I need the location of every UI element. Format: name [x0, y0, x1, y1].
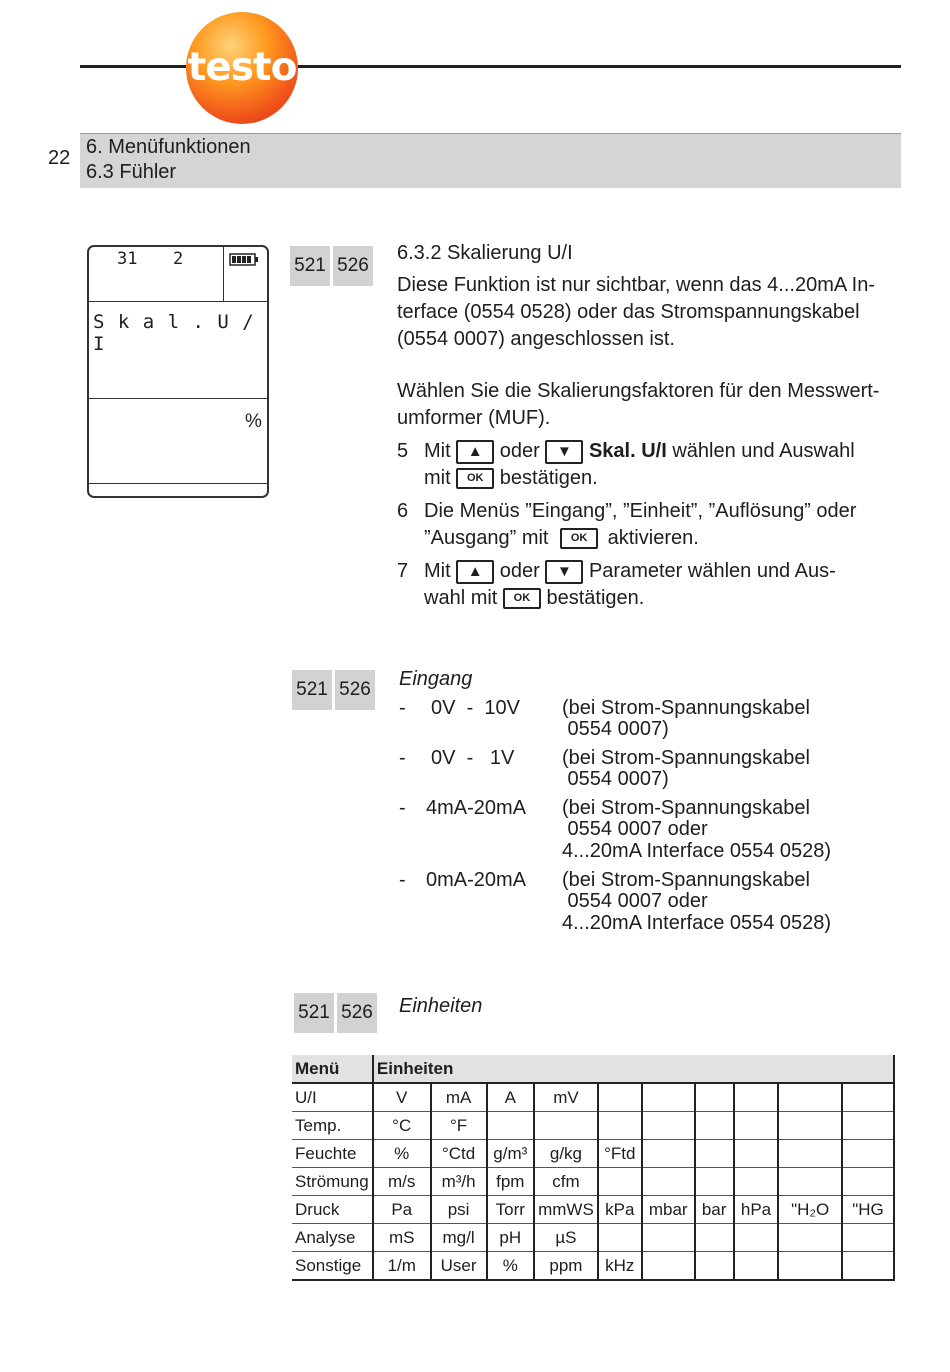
table-cell: 1/m [373, 1252, 431, 1281]
step-7-rest: Parameter wählen und Aus- [588, 560, 836, 582]
table-cell: mg/l [431, 1224, 487, 1252]
step-6-number: 6 [397, 500, 409, 522]
table-cell: kHz [598, 1252, 642, 1281]
step-5-line-1 [424, 438, 855, 465]
table-row [292, 1168, 894, 1196]
eingang-desc-2a: (bei Strom-Spannungskabel [562, 747, 810, 769]
eingang-dash-1: - [399, 697, 406, 719]
page-number: 22 [48, 147, 71, 169]
table-cell [734, 1140, 779, 1168]
eingang-desc-4c: 4...20mA Interface 0554 0528) [562, 912, 832, 934]
table-cell [842, 1112, 894, 1140]
table-cell [734, 1224, 779, 1252]
eingang-desc-3c: 4...20mA Interface 0554 0528) [562, 840, 832, 862]
table-cell [778, 1224, 842, 1252]
step-7-end: bestätigen. [546, 587, 645, 609]
table-cell [842, 1224, 894, 1252]
table-cell: User [431, 1252, 487, 1281]
code-521: 521 [290, 246, 330, 286]
table-cell [778, 1168, 842, 1196]
step-5-mit2: mit [424, 467, 451, 489]
table-cell: m/s [373, 1168, 431, 1196]
ok-key: OK [560, 528, 598, 549]
header-menu: Menü [292, 1055, 373, 1083]
table-cell [642, 1252, 695, 1281]
table-cell: mbar [642, 1196, 695, 1224]
table-cell [734, 1083, 779, 1112]
table-cell [842, 1083, 894, 1112]
up-arrow-icon: ▲ [467, 562, 483, 580]
table-cell: % [373, 1140, 431, 1168]
table-cell-menu: Temp. [292, 1112, 373, 1140]
code-521: 521 [294, 993, 334, 1033]
eingang-desc-4b: 0554 0007 oder [562, 890, 708, 912]
eingang-dash-4: - [399, 869, 406, 891]
eingang-title: Eingang [399, 668, 473, 690]
display-divider [223, 247, 224, 301]
einheiten-title: Einheiten [399, 995, 483, 1017]
eingang-dash-3: - [399, 797, 406, 819]
table-cell: °Ctd [431, 1140, 487, 1168]
step-5-end: bestätigen. [499, 467, 598, 489]
intro-line-3: (0554 0007) angeschlossen ist. [397, 328, 675, 350]
table-header-row [292, 1055, 894, 1083]
header-rule-right [298, 65, 901, 68]
table-cell: m³/h [431, 1168, 487, 1196]
table-cell-menu: U/I [292, 1083, 373, 1112]
table-row [292, 1083, 894, 1112]
table-cell-menu: Druck [292, 1196, 373, 1224]
step-5-rest: wählen und Auswahl [672, 440, 855, 462]
table-cell: mmWS [534, 1196, 598, 1224]
table-cell [695, 1112, 734, 1140]
logo-text: testo [187, 45, 297, 90]
step-6-ausgang: ”Ausgang” mit [424, 527, 549, 549]
table-cell: mS [373, 1224, 431, 1252]
table-cell [695, 1168, 734, 1196]
step-5-line-2 [424, 465, 598, 492]
table-cell: fpm [487, 1168, 534, 1196]
ok-key: OK [503, 588, 541, 609]
table-cell [642, 1112, 695, 1140]
table-row [292, 1140, 894, 1168]
step-7-number: 7 [397, 560, 409, 582]
table-cell [695, 1083, 734, 1112]
table-cell: A [487, 1083, 534, 1112]
table-cell: µS [534, 1224, 598, 1252]
display-main-text: S k a l . U / I [93, 311, 255, 355]
table-cell [842, 1252, 894, 1281]
step-5-bold: Skal. U/I [588, 440, 667, 462]
display-line-1 [89, 301, 267, 302]
table-cell: ppm [534, 1252, 598, 1281]
section-title: 6.3 Fühler [86, 161, 177, 183]
units-table [292, 1055, 895, 1281]
table-cell-menu: Strömung [292, 1168, 373, 1196]
table-cell: psi [431, 1196, 487, 1224]
step-6-end: aktivieren. [607, 527, 699, 549]
eingang-desc-3a: (bei Strom-Spannungskabel [562, 797, 810, 819]
table-cell: hPa [734, 1196, 779, 1224]
step-7-oder: oder [499, 560, 540, 582]
display-unit: % [245, 411, 262, 432]
table-cell [642, 1083, 695, 1112]
eingang-range-4: 0mA-20mA [426, 869, 527, 891]
table-cell [695, 1224, 734, 1252]
code-526: 526 [335, 670, 375, 710]
table-cell: g/m³ [487, 1140, 534, 1168]
display-line-2 [89, 398, 267, 399]
header-rule-left [80, 65, 186, 68]
ok-key: OK [456, 468, 494, 489]
code-521: 521 [292, 670, 332, 710]
table-cell-menu: Analyse [292, 1224, 373, 1252]
table-cell [842, 1168, 894, 1196]
eingang-desc-1b: 0554 0007) [562, 718, 669, 740]
down-arrow-icon: ▼ [556, 442, 572, 460]
table-row [292, 1112, 894, 1140]
display-line-3 [89, 483, 267, 484]
table-cell: °C [373, 1112, 431, 1140]
table-cell: g/kg [534, 1140, 598, 1168]
display-top-mid: 2 [173, 249, 184, 269]
table-cell [842, 1140, 894, 1168]
step-6-line-1: Die Menüs ”Eingang”, ”Einheit”, ”Auflösung” oder [424, 500, 857, 522]
table-cell: mA [431, 1083, 487, 1112]
section-heading: 6.3.2 Skalierung U/I [397, 242, 573, 264]
step-7-line-1 [424, 558, 836, 585]
table-cell [487, 1112, 534, 1140]
eingang-range-1: 0V - 10V [431, 697, 520, 719]
chapter-title: 6. Menüfunktionen [86, 136, 251, 158]
table-cell [778, 1112, 842, 1140]
eingang-desc-4a: (bei Strom-Spannungskabel [562, 869, 810, 891]
eingang-dash-2: - [399, 747, 406, 769]
table-cell: % [487, 1252, 534, 1281]
table-cell [778, 1252, 842, 1281]
table-cell: bar [695, 1196, 734, 1224]
eingang-range-3: 4mA-20mA [426, 797, 527, 819]
device-display [87, 245, 269, 498]
code-526: 526 [333, 246, 373, 286]
step-5-mit: Mit [424, 440, 451, 462]
battery-icon [229, 253, 259, 266]
eingang-range-2: 0V - 1V [431, 747, 515, 769]
table-cell [598, 1112, 642, 1140]
up-arrow-key [456, 560, 494, 584]
eingang-desc-1a: (bei Strom-Spannungskabel [562, 697, 810, 719]
step-6-line-2 [424, 525, 699, 552]
table-cell: Torr [487, 1196, 534, 1224]
table-cell: Pa [373, 1196, 431, 1224]
table-cell [598, 1083, 642, 1112]
table-cell: kPa [598, 1196, 642, 1224]
step-7-line-2 [424, 585, 644, 612]
table-cell: "H₂O [778, 1196, 842, 1224]
table-row [292, 1196, 894, 1224]
table-row [292, 1224, 894, 1252]
table-cell-menu: Sonstige [292, 1252, 373, 1281]
down-arrow-icon: ▼ [556, 562, 572, 580]
up-arrow-key [456, 440, 494, 464]
table-cell [642, 1168, 695, 1196]
eingang-desc-3b: 0554 0007 oder [562, 818, 708, 840]
down-arrow-key [545, 440, 583, 464]
table-cell: cfm [534, 1168, 598, 1196]
up-arrow-icon: ▲ [467, 442, 483, 460]
table-cell [695, 1140, 734, 1168]
table-cell: °Ftd [598, 1140, 642, 1168]
step-5-oder: oder [499, 440, 540, 462]
testo-logo [186, 12, 298, 124]
para2-line-1: Wählen Sie die Skalierungsfaktoren für den Messwert- [397, 380, 880, 402]
table-cell [598, 1168, 642, 1196]
table-cell [778, 1140, 842, 1168]
table-row [292, 1252, 894, 1281]
table-cell [642, 1140, 695, 1168]
code-526: 526 [337, 993, 377, 1033]
table-cell [778, 1083, 842, 1112]
table-cell: V [373, 1083, 431, 1112]
intro-line-2: terface (0554 0528) oder das Stromspannungskabel [397, 301, 860, 323]
eingang-desc-2b: 0554 0007) [562, 768, 669, 790]
table-cell: "HG [842, 1196, 894, 1224]
step-7-mit: Mit [424, 560, 451, 582]
table-cell [734, 1112, 779, 1140]
header-einheiten: Einheiten [373, 1055, 894, 1083]
chapter-bar [80, 133, 901, 188]
table-cell [734, 1168, 779, 1196]
table-cell: pH [487, 1224, 534, 1252]
table-cell [695, 1252, 734, 1281]
table-cell [534, 1112, 598, 1140]
intro-line-1: Diese Funktion ist nur sichtbar, wenn das 4...20mA In- [397, 274, 876, 296]
table-cell [598, 1224, 642, 1252]
table-cell [642, 1224, 695, 1252]
table-cell-menu: Feuchte [292, 1140, 373, 1168]
table-cell: °F [431, 1112, 487, 1140]
table-cell: mV [534, 1083, 598, 1112]
para2-line-2: umformer (MUF). [397, 407, 551, 429]
step-7-wahl: wahl mit [424, 587, 498, 609]
down-arrow-key [545, 560, 583, 584]
table-cell [734, 1252, 779, 1281]
display-top-left: 31 [117, 249, 138, 269]
step-5-number: 5 [397, 440, 409, 462]
